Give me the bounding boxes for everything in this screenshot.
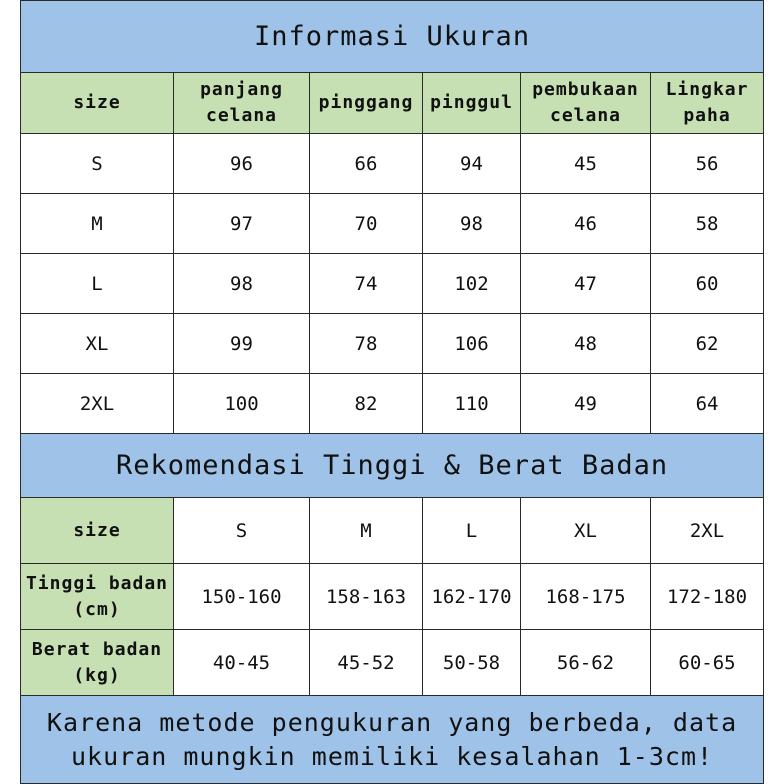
pinggang-cell: 78 <box>310 314 423 374</box>
header-pinggul-label: pinggul <box>430 92 513 113</box>
recommendation-weight-row <box>21 630 764 696</box>
weight-cell: 40-45 <box>174 630 310 696</box>
header-lingkar-paha-line2: paha <box>683 105 731 126</box>
height-cell: 168-175 <box>521 564 651 630</box>
header-size <box>21 73 174 134</box>
pembukaan-celana-cell: 48 <box>521 314 651 374</box>
pinggang-cell: 66 <box>310 134 423 194</box>
note-line2: ukuran mungkin memiliki kesalahan 1-3cm! <box>71 741 714 771</box>
header-lingkar-paha-line1: Lingkar <box>665 79 749 100</box>
table-row <box>21 374 764 434</box>
pinggul-cell: 94 <box>423 134 521 194</box>
size-cell: L <box>21 254 174 314</box>
rec-size-cell: 2XL <box>651 498 764 564</box>
recommendation-size-row <box>21 498 764 564</box>
panjang-celana-cell: 97 <box>174 194 310 254</box>
table-row <box>21 254 764 314</box>
lingkar-paha-cell: 60 <box>651 254 764 314</box>
height-label <box>21 564 174 630</box>
table-row <box>21 314 764 374</box>
weight-cell: 50-58 <box>423 630 521 696</box>
height-label-line1: Tinggi badan <box>25 572 169 594</box>
pembukaan-celana-cell: 46 <box>521 194 651 254</box>
pinggang-cell: 82 <box>310 374 423 434</box>
size-chart-table <box>20 0 764 784</box>
header-pinggul <box>423 73 521 134</box>
rec-size-cell: L <box>423 498 521 564</box>
size-cell: 2XL <box>21 374 174 434</box>
note-line1: Karena metode pengukuran yang berbeda, data <box>46 707 738 737</box>
recommendation-title: Rekomendasi Tinggi & Berat Badan <box>21 434 764 498</box>
panjang-celana-cell: 96 <box>174 134 310 194</box>
header-panjang-celana-line2: celana <box>205 105 278 126</box>
lingkar-paha-cell: 56 <box>651 134 764 194</box>
panjang-celana-cell: 98 <box>174 254 310 314</box>
rec-size-cell: S <box>174 498 310 564</box>
header-pinggang <box>310 73 423 134</box>
pinggul-cell: 110 <box>423 374 521 434</box>
measurement-note <box>21 696 764 784</box>
header-pinggang-label: pinggang <box>318 92 414 113</box>
header-pembukaan-celana <box>521 73 651 134</box>
weight-label-line2: (kg) <box>73 664 121 686</box>
pinggul-cell: 98 <box>423 194 521 254</box>
header-lingkar-paha <box>651 73 764 134</box>
height-cell: 172-180 <box>651 564 764 630</box>
height-cell: 158-163 <box>310 564 423 630</box>
weight-label-line1: Berat badan <box>31 638 163 660</box>
height-cell: 150-160 <box>174 564 310 630</box>
header-pembukaan-celana-line1: pembukaan <box>532 79 639 100</box>
height-label-line2: (cm) <box>73 598 121 620</box>
weight-cell: 60-65 <box>651 630 764 696</box>
rec-size-label: size <box>21 498 174 564</box>
pinggang-cell: 70 <box>310 194 423 254</box>
rec-size-cell: XL <box>521 498 651 564</box>
pinggul-cell: 102 <box>423 254 521 314</box>
rec-size-cell: M <box>310 498 423 564</box>
pembukaan-celana-cell: 47 <box>521 254 651 314</box>
size-chart <box>20 0 763 783</box>
lingkar-paha-cell: 64 <box>651 374 764 434</box>
weight-label <box>21 630 174 696</box>
table-row <box>21 194 764 254</box>
pinggang-cell: 74 <box>310 254 423 314</box>
height-cell: 162-170 <box>423 564 521 630</box>
panjang-celana-cell: 100 <box>174 374 310 434</box>
weight-cell: 56-62 <box>521 630 651 696</box>
lingkar-paha-cell: 62 <box>651 314 764 374</box>
size-info-title: Informasi Ukuran <box>21 1 764 73</box>
size-cell: M <box>21 194 174 254</box>
weight-cell: 45-52 <box>310 630 423 696</box>
header-panjang-celana-line1: panjang <box>200 79 283 100</box>
pembukaan-celana-cell: 49 <box>521 374 651 434</box>
panjang-celana-cell: 99 <box>174 314 310 374</box>
header-pembukaan-celana-line2: celana <box>549 105 622 126</box>
lingkar-paha-cell: 58 <box>651 194 764 254</box>
recommendation-height-row <box>21 564 764 630</box>
header-panjang-celana <box>174 73 310 134</box>
pembukaan-celana-cell: 45 <box>521 134 651 194</box>
header-size-label: size <box>73 92 121 113</box>
size-cell: XL <box>21 314 174 374</box>
pinggul-cell: 106 <box>423 314 521 374</box>
table-row <box>21 134 764 194</box>
size-cell: S <box>21 134 174 194</box>
